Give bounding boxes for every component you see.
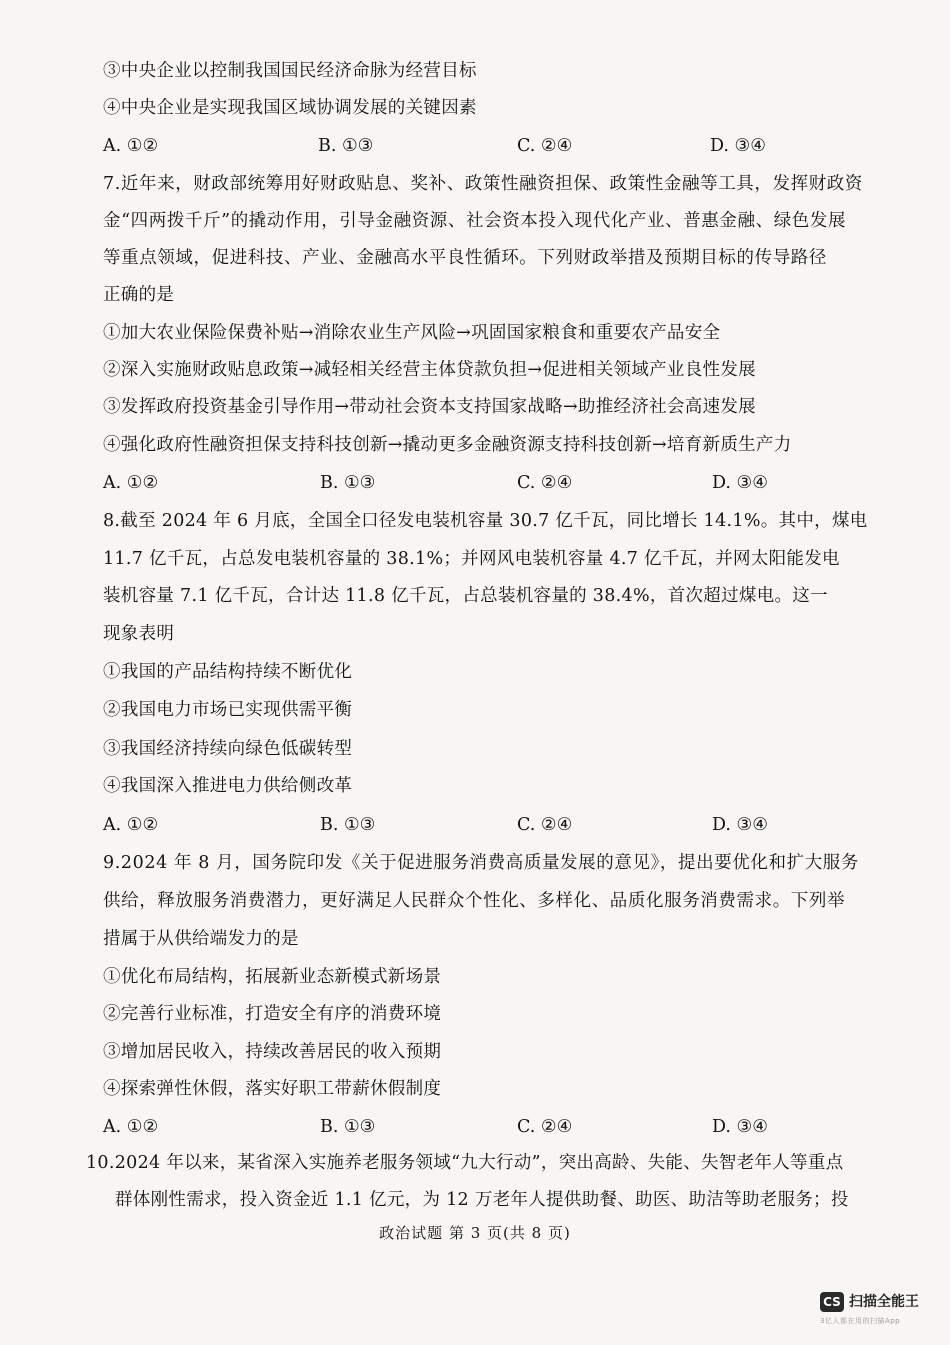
q7-stem-line-2: 金“四两拨千斤”的撬动作用，引导金融资源、社会资本投入现代化产业、普惠金融、绿色发展 [103,211,847,231]
q6-option-c: C. ②④ [517,136,573,156]
q8-option-c: C. ②④ [517,815,573,835]
q7-stem-line-3: 等重点领域，促进科技、产业、金融高水平良性循环。下列财政举措及预期目标的传导路径 [103,248,827,268]
q9-stem-line-2: 供给，释放服务消费潜力，更好满足人民群众个性化、多样化、品质化服务消费需求。下列举 [103,891,846,911]
q9-option-d: D. ③④ [712,1117,768,1137]
q8-statement-1: ①我国的产品结构持续不断优化 [103,662,353,682]
q7-statement-2: ②深入实施财政贴息政策→减轻相关经营主体贷款负担→促进相关领域产业良性发展 [103,360,756,380]
watermark-title: 扫描全能王 [849,1294,919,1310]
q8-option-a: A. ①② [103,815,159,835]
q8-statement-3: ③我国经济持续向绿色低碳转型 [103,739,353,759]
q7-stem-line-1: 7.近年来，财政部统筹用好财政贴息、奖补、政策性融资担保、政策性金融等工具，发挥财政资 [103,174,863,194]
q7-option-a: A. ①② [103,473,159,493]
q9-option-b: B. ①③ [320,1117,376,1137]
q9-option-c: C. ②④ [517,1117,573,1137]
q9-statement-2: ②完善行业标准，打造安全有序的消费环境 [103,1004,442,1024]
q9-statement-1: ①优化布局结构，拓展新业态新模式新场景 [103,967,442,987]
q9-statement-4: ④探索弹性休假，落实好职工带薪休假制度 [103,1079,442,1099]
q6-statement-3: ③中央企业以控制我国国民经济命脉为经营目标 [103,61,477,81]
q8-stem-line-3: 装机容量 7.1 亿千瓦，合计达 11.8 亿千瓦，占总装机容量的 38.4%，首次超过煤电。这一 [103,586,828,606]
q10-stem-line-2: 群体刚性需求，投入资金近 1.1 亿元，为 12 万老年人提供助餐、助医、助洁等助老服务；投 [115,1190,849,1210]
page-footer: 政治试题 第 3 页(共 8 页) [379,1224,571,1242]
q9-statement-3: ③增加居民收入，持续改善居民的收入预期 [103,1042,442,1062]
q7-option-d: D. ③④ [712,473,768,493]
q8-statement-2: ②我国电力市场已实现供需平衡 [103,700,353,720]
q8-statement-4: ④我国深入推进电力供给侧改革 [103,776,353,796]
q8-option-b: B. ①③ [320,815,376,835]
q8-stem-line-4: 现象表明 [103,624,175,644]
q7-option-c: C. ②④ [517,473,573,493]
q7-option-b: B. ①③ [320,473,376,493]
q7-stem-line-4: 正确的是 [103,285,175,305]
q9-option-a: A. ①② [103,1117,159,1137]
q6-statement-4: ④中央企业是实现我国区域协调发展的关键因素 [103,98,477,118]
q7-statement-3: ③发挥政府投资基金引导作用→带动社会资本支持国家战略→助推经济社会高速发展 [103,397,756,417]
q7-statement-1: ①加大农业保险保费补贴→消除农业生产风险→巩固国家粮食和重要农产品安全 [103,323,721,343]
scanner-watermark [820,1292,932,1332]
q8-option-d: D. ③④ [712,815,768,835]
q7-statement-4: ④强化政府性融资担保支持科技创新→撬动更多金融资源支持科技创新→培育新质生产力 [103,435,792,455]
q10-stem-line-1: 10.2024 年以来，某省深入实施养老服务领域“九大行动”，突出高龄、失能、失智老年人等重点 [86,1153,844,1173]
watermark-subtitle: 3亿人都在用的扫描App [820,1317,901,1325]
camscanner-logo-icon: CS [820,1292,844,1312]
q9-stem-line-1: 9.2024 年 8 月，国务院印发《关于促进服务消费高质量发展的意见》，提出要优化和扩大服务 [103,853,860,873]
q6-option-a: A. ①② [103,136,159,156]
q6-option-b: B. ①③ [318,136,374,156]
q8-stem-line-2: 11.7 亿千瓦，占总发电装机容量的 38.1%；并网风电装机容量 4.7 亿千瓦，并网太阳能发电 [103,549,840,569]
q8-stem-line-1: 8.截至 2024 年 6 月底，全国全口径发电装机容量 30.7 亿千瓦，同比增长 14.1%。其中，煤电 [103,511,868,531]
q6-option-d: D. ③④ [710,136,766,156]
q9-stem-line-3: 措属于从供给端发力的是 [103,929,299,949]
